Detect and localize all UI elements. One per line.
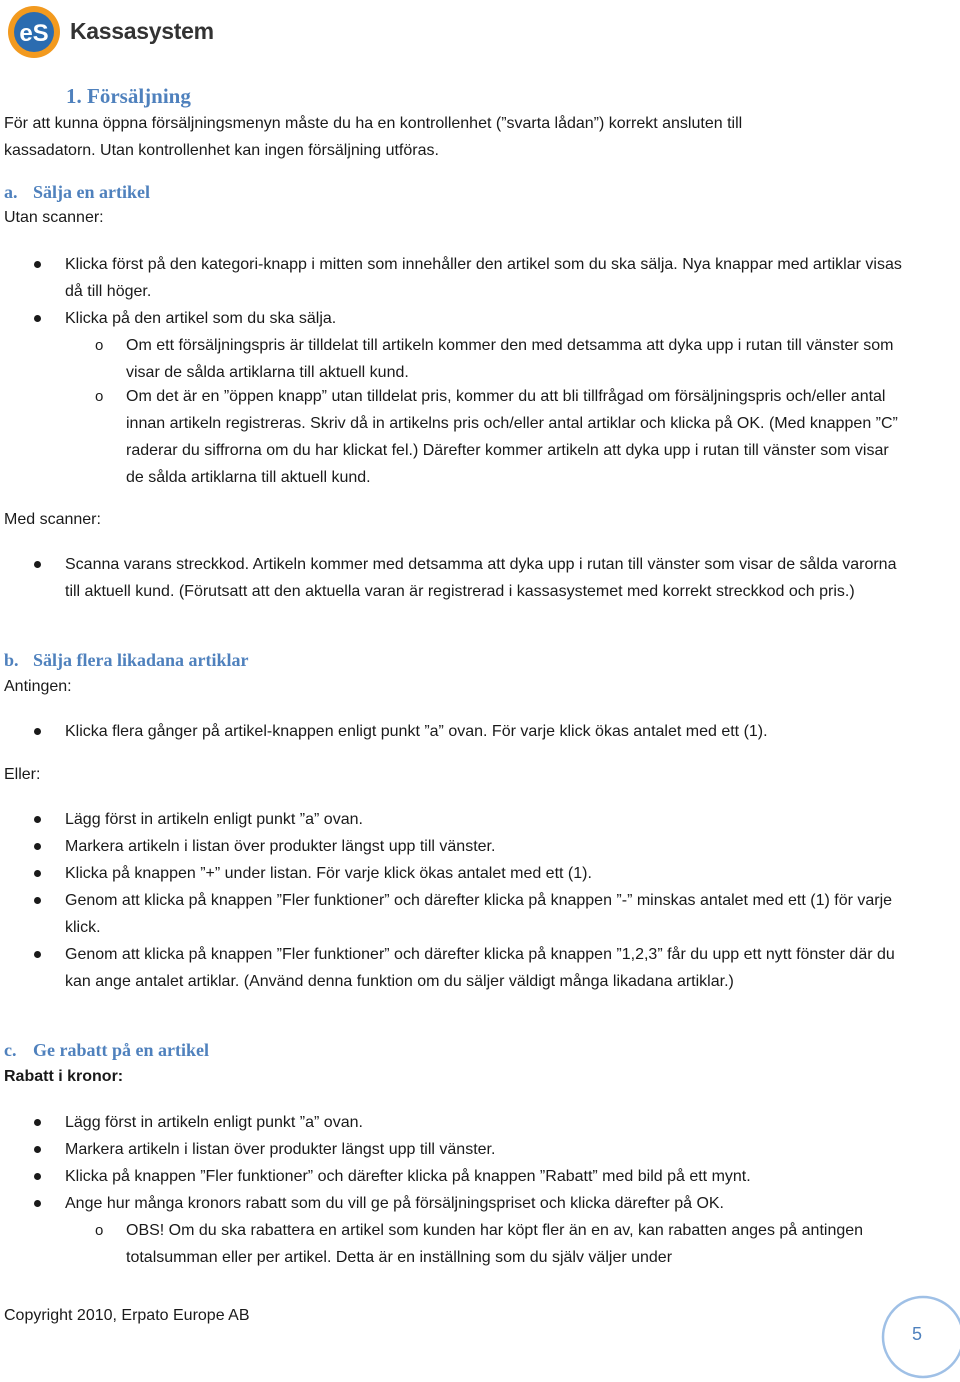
heading-c-title: Ge rabatt på en artikel: [33, 1040, 209, 1060]
footer-copyright: Copyright 2010, Erpato Europe AB: [4, 1307, 250, 1324]
intro-line-2: kassadatorn. Utan kontrollenhet kan ingen försäljning utföras.: [4, 142, 439, 159]
list-item: Ange hur många kronors rabatt som du vill ge på försäljningspriset och klicka därefter på OK.: [65, 1190, 915, 1217]
sub-list-item: o OBS! Om du ska rabattera en artikel som kunden har köpt fler än en av, kan rabatten anges på antingen totalsumman eller per artikel. Detta är en inställning som du själv väljer under: [126, 1217, 906, 1271]
list-item: Markera artikeln i listan över produkter längst upp till vänster.: [65, 1136, 915, 1163]
label-without-scanner: Utan scanner:: [4, 209, 104, 226]
label-with-scanner: Med scanner:: [4, 511, 101, 528]
list-item: Genom att klicka på knappen ”Fler funktioner” och därefter klicka på knappen ”1,2,3” får du upp ett nytt fönster där du kan ange antalet artiklar. (Använd denna funktion om du säljer väldigt många likadana artiklar.): [65, 941, 915, 995]
heading-b-title: Sälja flera likadana artiklar: [33, 650, 249, 670]
es-logo-icon: [4, 4, 66, 60]
heading-b-num: b.: [4, 650, 19, 670]
page-number-badge: [878, 1292, 960, 1382]
intro-line-1: För att kunna öppna försäljningsmenyn måste du ha en kontrollenhet (”svarta lådan”) korrekt ansluten till: [4, 115, 743, 132]
list-item: Klicka på den artikel som du ska sälja.: [65, 305, 915, 332]
heading-a: [4, 182, 150, 203]
svg-text:eS: eS: [19, 20, 49, 47]
logo-brand-text: Kassasystem: [70, 18, 214, 44]
list-item: Scanna varans streckkod. Artikeln kommer med detsamma att dyka upp i rutan till vänster som visar de sålda varorna till aktuell kund. (Förutsatt att den aktuella varan är registrerad i kassasystemet med korrekt streckkod och pris.): [65, 551, 915, 605]
list-item: Klicka på knappen ”+” under listan. För varje klick ökas antalet med ett (1).: [65, 860, 915, 887]
sub-list-item: o Om ett försäljningspris är tilldelat till artikeln kommer den med detsamma att dyka upp i rutan till vänster som visar de sålda artiklarna till aktuell kund.: [126, 332, 906, 386]
heading-a-num: a.: [4, 182, 18, 202]
list-item: Klicka först på den kategori-knapp i mitten som innehåller den artikel som du ska sälja. Nya knappar med artiklar visas då till höger.: [65, 251, 915, 305]
heading-a-title: Sälja en artikel: [33, 182, 150, 202]
section-title: 1. Försäljning: [66, 84, 191, 108]
list-item: Markera artikeln i listan över produkter längst upp till vänster.: [65, 833, 915, 860]
list-item: Lägg först in artikeln enligt punkt ”a” ovan.: [65, 1109, 915, 1136]
list-item: Lägg först in artikeln enligt punkt ”a” ovan.: [65, 806, 915, 833]
list-item: Genom att klicka på knappen ”Fler funktioner” och därefter klicka på knappen ”-” minskas antalet med ett (1) för varje klick.: [65, 887, 915, 941]
logo: [4, 4, 224, 60]
heading-c-num: c.: [4, 1040, 17, 1060]
label-discount-kronor: Rabatt i kronor:: [4, 1068, 124, 1085]
heading-b: [4, 650, 249, 671]
list-item: Klicka flera gånger på artikel-knappen enligt punkt ”a” ovan. För varje klick ökas antalet med ett (1).: [65, 718, 915, 745]
heading-c: [4, 1040, 209, 1061]
page-number: 5: [911, 1324, 923, 1344]
label-or: Eller:: [4, 766, 41, 783]
label-either: Antingen:: [4, 678, 72, 695]
list-item: Klicka på knappen ”Fler funktioner” och därefter klicka på knappen ”Rabatt” med bild på ett mynt.: [65, 1163, 915, 1190]
sub-list-item: o Om det är en ”öppen knapp” utan tilldelat pris, kommer du att bli tillfrågad om försäljningspris och/eller antal innan artikeln registreras. Skriv då in artikelns pris och/eller antal artiklar och klicka på OK. (Med knappen ”C” raderar du siffrorna om du har klickat fel.) Därefter kommer artikeln att dyka upp i rutan till vänster som visar de sålda artiklarna till aktuell kund.: [126, 383, 906, 491]
